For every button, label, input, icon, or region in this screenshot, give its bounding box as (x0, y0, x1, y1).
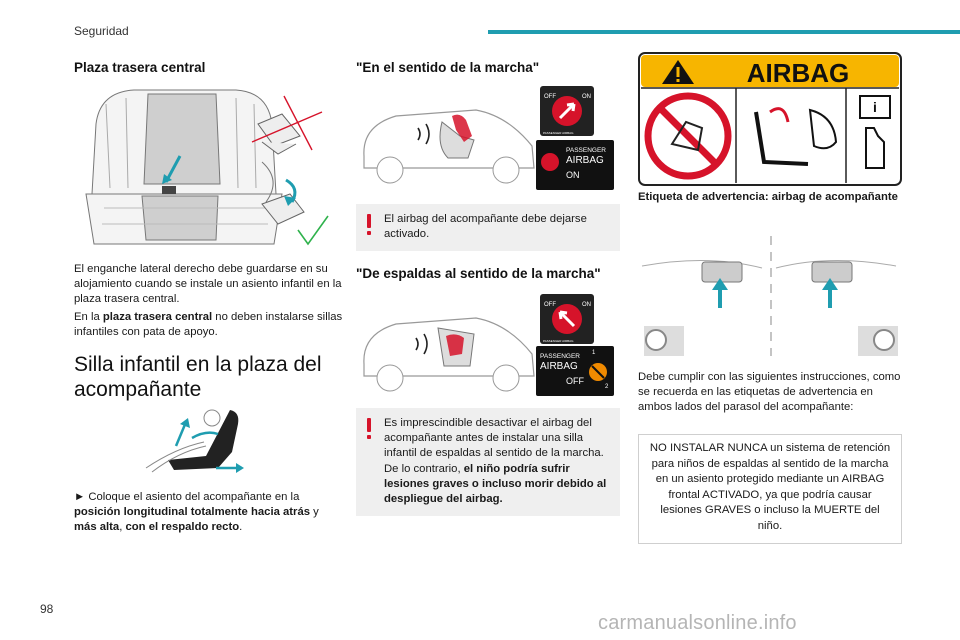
notice-box: NO INSTALAR NUNCA un sistema de retención para niños de espaldas al sentido de la marcha en un asiento protegido mediante un AIRBAG frontal ACTIVADO, ya que podría causar lesiones GRAVES o incluso la MUERTE del niño. (638, 434, 902, 544)
airbag-text: AIRBAG (746, 58, 850, 88)
header-accent-bar (488, 30, 960, 34)
sun-visor-illustration (638, 232, 900, 356)
warning-rear-facing: Es imprescindible desactivar el airbag del acompañante antes de instalar una silla infantil de espaldas al sentido de la marcha. De lo contrario, el niño podría sufrir lesiones graves o incluso morir debido al despliegue del airbag. (356, 408, 620, 516)
heading-rear-center: Plaza trasera central (74, 60, 206, 75)
para-seat-adjust: ► Coloque el asiento del acompañante en la posición longitudinal totalmente hacia atrás y más alta, con el respaldo recto. (74, 491, 319, 534)
svg-text:PASSENGER: PASSENGER (566, 147, 606, 154)
section-title: Seguridad (74, 24, 129, 38)
passenger-airbag-off-panel (536, 346, 614, 396)
switch-on-text: ON (582, 94, 591, 100)
rear-seat-illustration (86, 84, 336, 254)
svg-text:ON: ON (566, 170, 580, 180)
heading-rear-facing: "De espaldas al sentido de la marcha" (356, 266, 601, 281)
heading-passenger-seat: Silla infantil en la plaza del acompañante (74, 353, 322, 401)
svg-text:1: 1 (592, 350, 596, 356)
label-caption: Etiqueta de advertencia: airbag de acompañante (638, 191, 898, 203)
svg-text:PASSENGER: PASSENGER (540, 353, 580, 360)
passenger-airbag-on-switch-icon (540, 86, 594, 136)
warning-forward: El airbag del acompañante debe dejarse activado. (356, 204, 620, 251)
switch-on-text: ON (582, 302, 591, 308)
seat-adjust-illustration (146, 408, 246, 478)
svg-text:i: i (873, 99, 877, 115)
para-rear-1: El enganche lateral derecho debe guardarse en su alojamiento cuando se instale un asiento infantil en la plaza trasera central. (74, 263, 342, 306)
warning-icon (367, 418, 371, 432)
svg-text:OFF: OFF (566, 376, 584, 386)
svg-text:2: 2 (605, 384, 609, 390)
page-number: 98 (40, 602, 54, 616)
airbag-warning-label (638, 52, 902, 186)
warning-icon (367, 214, 371, 228)
para-rear-2: En la plaza trasera central no deben instalarse sillas infantiles con pata de apoyo. (74, 311, 343, 339)
watermark: carmanualsonline.info (598, 612, 797, 634)
switch-tiny-label: PASSENGER AIRBAG (543, 339, 574, 343)
passenger-airbag-on-panel (536, 140, 614, 190)
svg-text:AIRBAG: AIRBAG (540, 361, 578, 372)
passenger-airbag-off-switch-icon (540, 294, 594, 344)
switch-tiny-label: PASSENGER AIRBAG (543, 131, 574, 135)
para-instructions: Debe cumplir con las siguientes instrucciones, como se recuerda en las etiquetas de advertencia en ambos lados del parasol del acompañante: (638, 371, 901, 414)
switch-off-text: OFF (544, 94, 556, 100)
car-forward-illustration (356, 86, 536, 186)
car-rearward-illustration (356, 294, 536, 394)
heading-forward-facing: "En el sentido de la marcha" (356, 60, 540, 75)
svg-text:AIRBAG: AIRBAG (566, 155, 604, 166)
switch-off-text: OFF (544, 302, 556, 308)
